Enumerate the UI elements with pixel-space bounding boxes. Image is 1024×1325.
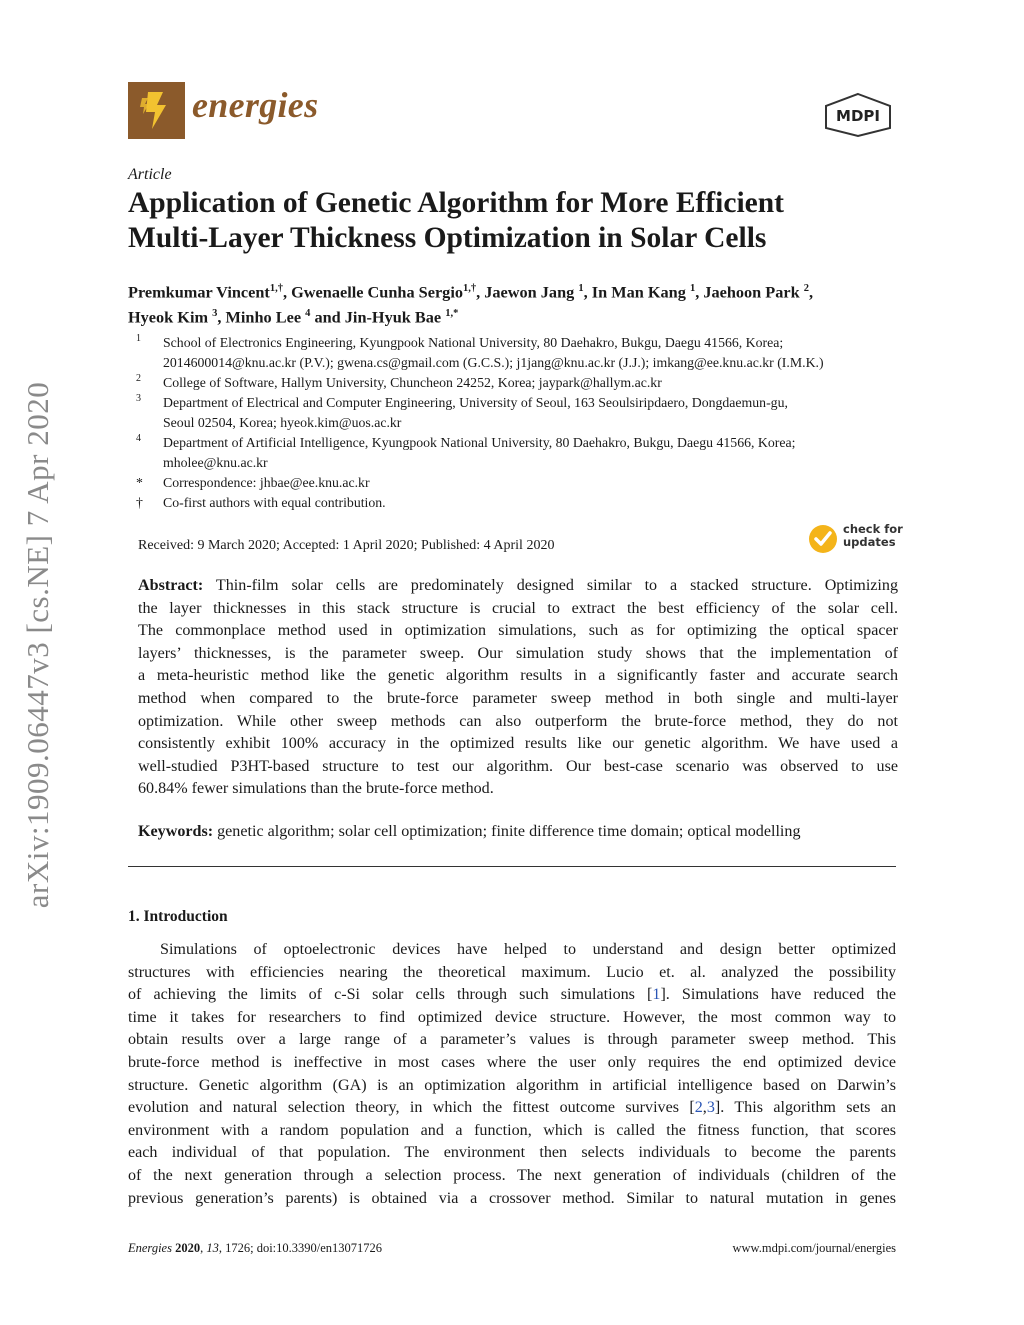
affiliation-line: mholee@knu.ac.kr [163,455,268,470]
intro-text: ]. Simulations have reduced the [660,986,896,1004]
mdpi-logo-text: MDPI [836,107,880,125]
intro-text: evolution and natural selection theory, in which the fittest outcome survives [ [128,1099,695,1117]
intro-line: obtain results over a large range of a parameter’s values is through parameter sweep method. This [128,1031,896,1049]
affiliation-line: Department of Electrical and Computer Engineering, University of Seoul, 163 Seoulsiripdaero, Dongdaemun-gu, [163,395,788,410]
affiliation-1 [136,333,906,373]
intro-line: structures with efficiencies nearing the theoretical maximum. Lucio et. al. analyzed the possibility [128,963,896,981]
abstract-text: Thin-film solar cells are predominately designed similar to a stacked structure. Optimizing [203,577,898,594]
intro-line: structure. Genetic algorithm (GA) is an optimization algorithm in artificial intelligence based on Darwin’s [128,1076,896,1094]
abstract-label: Abstract: [138,577,204,594]
author-name: Jin-Hyuk Bae [344,307,442,327]
mdpi-logo-icon [822,92,894,138]
correspondence-line: Correspondence: jhbae@ee.knu.ac.kr [163,475,370,490]
footer-journal: Energies [128,1241,172,1255]
title-line: Multi-Layer Thickness Optimization in Solar Cells [128,222,767,254]
author-name: Jaehoon Park [703,282,800,302]
article-type: Article [128,166,172,183]
intro-line: brute-force method is ineffective in most cases where the user only requires the end optimized device [128,1053,896,1071]
author-affiliation-mark: 1 [578,283,584,294]
author-affiliation-mark: 4 [305,308,311,320]
keywords [138,821,898,844]
check-for-updates-badge[interactable] [808,522,903,556]
equal-contribution-note [136,493,906,513]
author-separator: and [310,307,345,327]
footer-volume: 13 [206,1241,219,1255]
title-line: Application of Genetic Algorithm for More Efficient [128,187,784,219]
author-name: Jaewon Jang [484,282,575,302]
intro-line: of the next generation through a selection process. The next generation of individuals (children of the [128,1166,896,1184]
footer-year: 2020 [175,1241,201,1255]
author-affiliation-mark: 1,* [445,308,459,320]
intro-line: time it takes for researchers to find optimized device structure. However, the most common way to [128,1008,896,1026]
introduction-body [128,939,896,1210]
footer-doi: , 1726; doi:10.3390/en13071726 [218,1241,383,1255]
affiliation-mark: 3 [136,393,141,404]
author-affiliation-mark: 1,† [269,283,283,294]
affiliation-mark: 1 [136,333,141,344]
author-affiliation-mark: 3 [212,308,218,320]
correspondence-mark: * [136,475,143,490]
intro-line [128,984,896,1007]
publication-dates: Received: 9 March 2020; Accepted: 1 April 2020; Published: 4 April 2020 [138,538,555,553]
author-name: Hyeok Kim [128,307,209,327]
intro-line: each individual of that population. The environment then selects individuals to become the parents [128,1144,896,1162]
author-separator: , [282,282,292,302]
affiliation-2 [136,373,906,393]
intro-line: Simulations of optoelectronic devices have helped to understand and design better optimized [160,941,896,958]
citation-link[interactable]: 1 [652,986,661,1004]
abstract-line: a meta-heuristic method like the genetic algorithm results in a significantly faster and accurate search [138,667,898,685]
section-divider [128,866,896,867]
arxiv-stamp: arXiv:1909.06447v3 [cs.NE] 7 Apr 2020 [20,381,55,909]
paper-title [128,186,908,256]
affiliation-line: School of Electronics Engineering, Kyungpook National University, 80 Daehakro, Bukgu, Daegu 41566, Korea; [163,335,784,350]
abstract-line [138,575,898,598]
author-affiliation-mark: 1 [689,283,696,294]
intro-text: of achieving the limits of c-Si solar cells through such simulations [ [128,986,653,1004]
check-updates-line: check for [843,522,903,536]
affiliation-3 [136,393,906,433]
abstract-line: method when compared to the brute-force parameter sweep method in both single and multi-layer [138,689,898,707]
keywords-label: Keywords: [138,823,214,840]
abstract-line: well-studied P3HT-based structure to test our algorithm. Our best-case scenario was observed to use [138,757,898,775]
dagger-mark: † [136,495,143,510]
affiliation-line: College of Software, Hallym University, Chuncheon 24252, Korea; jaypark@hallym.ac.kr [163,375,662,390]
affiliation-mark: 2 [136,373,141,384]
abstract-line: 60.84% fewer simulations than the brute-force method. [138,780,494,798]
affiliation-line: Department of Artificial Intelligence, Kyungpook National University, 80 Daehakro, Bukgu, Daegu 41566, Korea; [163,435,796,450]
abstract-line: optimization. While other sweep methods can also outperform the brute-force method, they do not [138,712,898,730]
abstract [138,575,898,801]
abstract-line: The commonplace method used in optimization simulations, such as for optimizing the optical spacer [138,622,898,640]
keywords-text: genetic algorithm; solar cell optimization; finite difference time domain; optical modelling [213,823,801,840]
author-separator: , [695,282,704,302]
author-separator: , [217,307,226,327]
author-separator: , [476,282,485,302]
author-affiliation-mark: 1,† [463,283,477,294]
keywords-line [138,821,898,844]
intro-text: , [702,1099,707,1117]
author-separator: , [583,282,592,302]
author-affiliation-mark: 2 [803,283,809,294]
intro-line [128,1097,896,1120]
author-list [128,278,908,329]
author-name: Minho Lee [225,307,302,327]
author-name: In Man Kang [591,282,686,302]
affiliation-mark: 4 [136,433,141,444]
abstract-line: consistently exhibit 100% accuracy in the optimized results like our genetic algorithm. We have used a [138,735,898,753]
check-updates-line: updates [843,535,896,549]
affiliation-line: 2014600014@knu.ac.kr (P.V.); gwena.cs@gmail.com (G.C.S.); j1jang@knu.ac.kr (J.J.); imkang@ee.knu.ac.kr (I.M.K.) [163,355,824,370]
author-name: Premkumar Vincent [128,282,270,302]
equal-contribution-line: Co-first authors with equal contribution. [163,495,386,510]
author-separator: , [809,282,814,302]
section-heading: 1. Introduction [128,908,228,925]
journal-logo-icon [128,82,185,139]
citation-link[interactable]: 3 [706,1099,715,1117]
journal-name: energies [192,85,319,125]
affiliation-line: Seoul 02504, Korea; hyeok.kim@uos.ac.kr [163,415,402,430]
abstract-line: the layer thicknesses in this stack structure is crucial to extract the best efficiency of the solar cell. [138,599,898,617]
abstract-line: layers’ thicknesses, is the parameter sweep. Our simulation study shows that the implementation of [138,644,898,662]
intro-text: ]. This algorithm sets an [714,1099,896,1117]
check-circle-icon [808,524,838,554]
author-name: Gwenaelle Cunha Sergio [291,282,463,302]
citation-footer: Energies 2020, 13, 1726; doi:10.3390/en13071726 [128,1241,383,1255]
correspondence [136,473,906,493]
intro-line: previous generation’s parents) is obtained via a crossover method. Similar to natural mutation in genes [128,1189,896,1207]
intro-line: environment with a random population and a function, which is called the fitness function, that scores [128,1121,896,1139]
citation-link[interactable]: 2 [694,1099,703,1117]
journal-url-link[interactable]: www.mdpi.com/journal/energies [732,1241,896,1255]
affiliation-4 [136,433,906,473]
